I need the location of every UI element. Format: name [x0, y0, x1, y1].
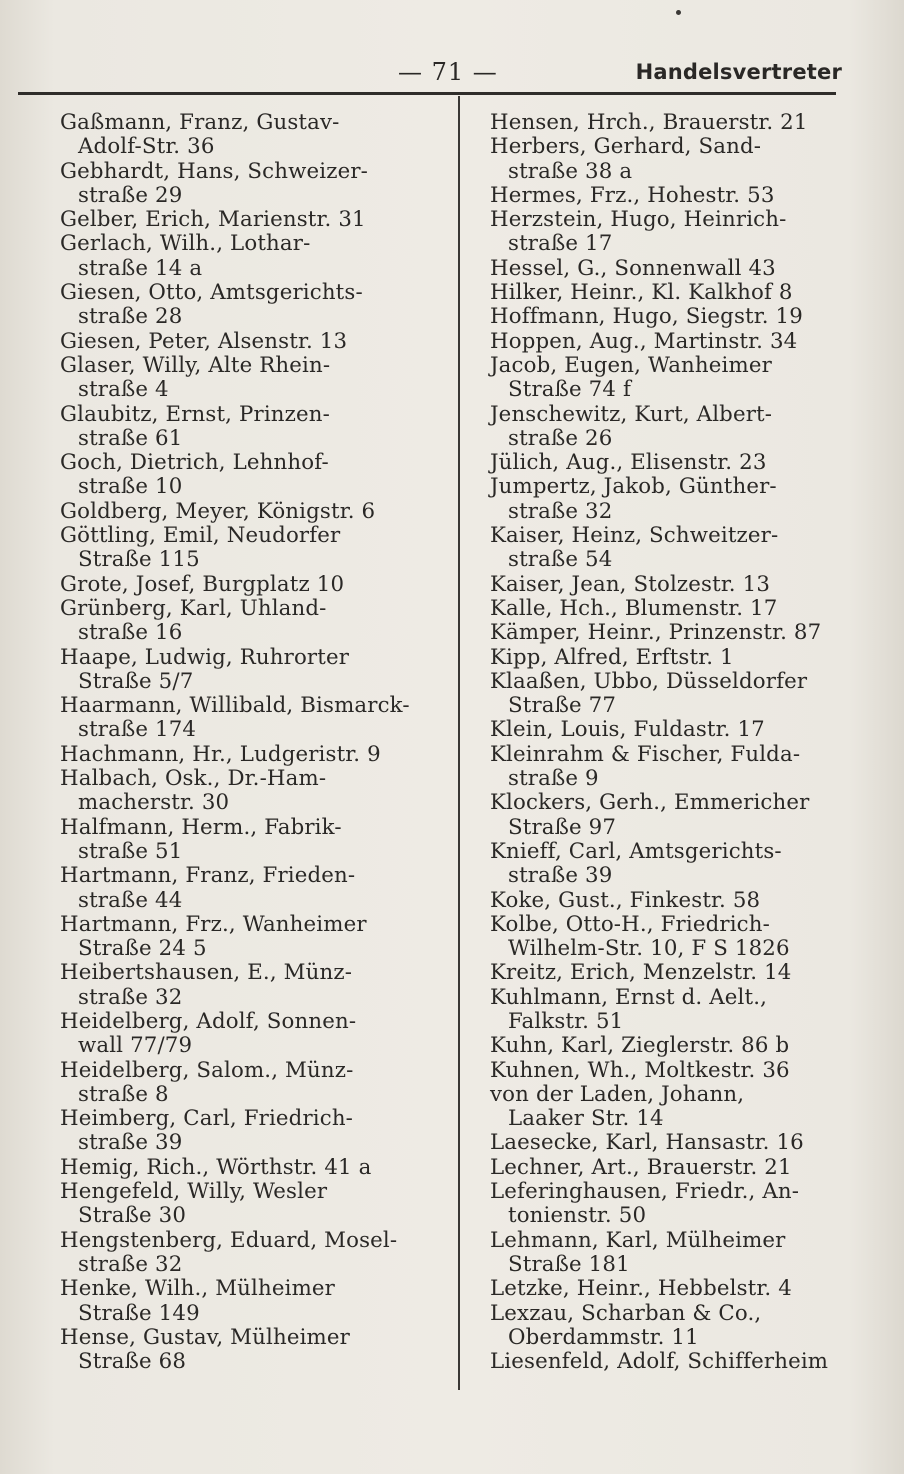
directory-entry — [60, 281, 450, 330]
entry-continuation: tonienstr. 50 — [508, 1203, 647, 1229]
entry-line: Glaser, Willy, Alte Rhein- — [60, 352, 331, 378]
entry-continuation: Adolf-Str. 36 — [78, 134, 215, 160]
directory-entry — [60, 767, 450, 816]
entry-line: Heibertshausen, E., Münz- — [60, 960, 353, 986]
directory-entry — [490, 354, 900, 403]
directory-entry — [490, 184, 900, 208]
directory-entry — [490, 1083, 900, 1132]
directory-entry — [490, 597, 900, 621]
directory-entry — [60, 961, 450, 1010]
entry-line: Hartmann, Frz., Wanheimer — [60, 911, 367, 937]
entry-line: Klockers, Gerh., Emmericher — [490, 790, 810, 816]
directory-entry — [490, 135, 900, 184]
directory-entry — [490, 621, 900, 645]
directory-entry — [490, 475, 900, 524]
directory-entry — [60, 451, 450, 500]
entry-continuation: straße 17 — [508, 231, 613, 257]
directory-entry — [60, 1156, 450, 1180]
directory-entry — [490, 718, 900, 742]
entry-continuation: wall 77/79 — [78, 1033, 193, 1059]
entry-line: Grote, Josef, Burgplatz 10 — [60, 571, 345, 597]
entry-line: Henke, Wilh., Mülheimer — [60, 1276, 335, 1302]
directory-entry — [490, 961, 900, 985]
entry-line: Kolbe, Otto-H., Friedrich- — [490, 911, 770, 937]
directory-entry — [60, 1059, 450, 1108]
entry-line: Hermes, Frz., Hohestr. 53 — [490, 182, 775, 208]
directory-entry — [60, 111, 450, 160]
entry-continuation: Straße 30 — [78, 1203, 187, 1229]
directory-entry — [60, 1326, 450, 1375]
entry-continuation: straße 28 — [78, 304, 183, 330]
entry-line: Haape, Ludwig, Ruhrorter — [60, 644, 350, 670]
directory-entry — [490, 573, 900, 597]
entry-line: Hartmann, Franz, Frieden- — [60, 863, 356, 889]
entry-continuation: straße 174 — [78, 717, 197, 743]
entry-line: Kalle, Hch., Blumenstr. 17 — [490, 595, 778, 621]
entry-line: Grünberg, Karl, Uhland- — [60, 595, 327, 621]
directory-entry — [60, 913, 450, 962]
directory-entry — [490, 1059, 900, 1083]
entry-line: Hoppen, Aug., Martinstr. 34 — [490, 328, 798, 354]
entry-line: Gerlach, Wilh., Lothar- — [60, 231, 311, 257]
entry-line: Hense, Gustav, Mülheimer — [60, 1324, 350, 1350]
directory-entry — [60, 646, 450, 695]
directory-entry — [490, 257, 900, 281]
directory-entry — [490, 913, 900, 962]
entry-line: Glaubitz, Ernst, Prinzen- — [60, 401, 330, 427]
entry-line: Goldberg, Meyer, Königstr. 6 — [60, 498, 376, 524]
directory-entry — [490, 670, 900, 719]
directory-entry — [490, 1156, 900, 1180]
entry-line: Liesenfeld, Adolf, Schifferheim — [490, 1349, 829, 1375]
entry-line: Leferinghausen, Friedr., An- — [490, 1179, 800, 1205]
entry-line: Halbach, Osk., Dr.-Ham- — [60, 766, 327, 792]
entry-continuation: Wilhelm-Str. 10, F S 1826 — [508, 936, 790, 962]
directory-entry — [60, 208, 450, 232]
entry-line: von der Laden, Johann, — [490, 1081, 745, 1107]
entry-line: Hilker, Heinr., Kl. Kalkhof 8 — [490, 280, 793, 306]
entry-line: Hensen, Hrch., Brauerstr. 21 — [490, 110, 808, 135]
entry-line: Hoffmann, Hugo, Siegstr. 19 — [490, 304, 803, 330]
entry-continuation: straße 51 — [78, 838, 183, 864]
entry-line: Lehmann, Karl, Mülheimer — [490, 1227, 786, 1253]
directory-entry — [60, 573, 450, 597]
entry-continuation: Straße 97 — [508, 814, 617, 840]
page-number: — 71 — — [398, 58, 498, 86]
entry-line: Kreitz, Erich, Menzelstr. 14 — [490, 960, 792, 986]
header-rule — [18, 92, 836, 95]
entry-line: Haarmann, Willibald, Bismarck- — [60, 693, 410, 719]
directory-entry — [490, 305, 900, 329]
directory-entry — [490, 330, 900, 354]
entry-line: Kleinrahm & Fischer, Fulda- — [490, 741, 801, 767]
directory-entry — [490, 524, 900, 573]
page-header — [18, 56, 842, 90]
entry-line: Giesen, Otto, Amtsgerichts- — [60, 280, 363, 306]
entry-continuation: Falkstr. 51 — [508, 1008, 624, 1034]
directory-entry — [60, 743, 450, 767]
entry-line: Gelber, Erich, Marienstr. 31 — [60, 207, 366, 233]
entry-line: Gebhardt, Hans, Schweizer- — [60, 158, 369, 184]
entry-line: Hengstenberg, Eduard, Mosel- — [60, 1227, 398, 1253]
directory-entry — [60, 232, 450, 281]
directory-entry — [60, 330, 450, 354]
directory-entry — [60, 597, 450, 646]
entry-line: Hessel, G., Sonnenwall 43 — [490, 255, 776, 281]
directory-entry — [60, 1010, 450, 1059]
directory-entry — [60, 694, 450, 743]
directory-entry — [60, 524, 450, 573]
entry-continuation: straße 61 — [78, 425, 183, 451]
directory-entry — [490, 840, 900, 889]
directory-entry — [60, 354, 450, 403]
entry-continuation: straße 26 — [508, 425, 613, 451]
entry-line: Klein, Louis, Fuldastr. 17 — [490, 717, 765, 743]
right-column — [490, 111, 900, 1374]
directory-entry — [60, 1229, 450, 1278]
directory-entry — [490, 111, 900, 135]
entry-continuation: straße 8 — [78, 1081, 169, 1107]
entry-continuation: Straße 77 — [508, 693, 617, 719]
entry-continuation: straße 14 a — [78, 255, 203, 281]
section-title: Handelsvertreter — [635, 60, 842, 84]
directory-entry — [490, 1229, 900, 1278]
entry-line: Giesen, Peter, Alsenstr. 13 — [60, 328, 348, 354]
directory-entry — [490, 208, 900, 257]
entry-line: Hengefeld, Willy, Wesler — [60, 1179, 328, 1205]
entry-continuation: straße 32 — [78, 984, 183, 1010]
directory-entry — [490, 1131, 900, 1155]
entry-line: Kipp, Alfred, Erftstr. 1 — [490, 644, 734, 670]
entry-line: Kaiser, Heinz, Schweitzer- — [490, 523, 779, 549]
entry-continuation: straße 39 — [78, 1130, 183, 1156]
entry-continuation: Straße 5/7 — [78, 668, 194, 694]
directory-entry — [60, 816, 450, 865]
entry-line: Herzstein, Hugo, Heinrich- — [490, 207, 787, 233]
directory-entry — [60, 403, 450, 452]
entry-line: Koke, Gust., Finkestr. 58 — [490, 887, 761, 913]
directory-entry — [490, 1350, 900, 1374]
entry-continuation: Oberdammstr. 11 — [508, 1324, 699, 1350]
entry-line: Halfmann, Herm., Fabrik- — [60, 814, 342, 840]
entry-continuation: straße 10 — [78, 474, 183, 500]
entry-line: Kuhn, Karl, Zieglerstr. 86 b — [490, 1033, 790, 1059]
entry-continuation: straße 32 — [508, 498, 613, 524]
entry-continuation: straße 32 — [78, 1251, 183, 1277]
entry-line: Knieff, Carl, Amtsgerichts- — [490, 838, 782, 864]
left-column — [60, 111, 450, 1374]
entry-continuation: Straße 149 — [78, 1300, 200, 1326]
entry-continuation: straße 54 — [508, 547, 613, 573]
entry-line: Kuhnen, Wh., Moltkestr. 36 — [490, 1057, 790, 1083]
directory-entry — [60, 1107, 450, 1156]
entry-continuation: Laaker Str. 14 — [508, 1106, 664, 1132]
entry-line: Lexzau, Scharban & Co., — [490, 1300, 762, 1326]
column-divider — [458, 96, 460, 1390]
directory-entry — [490, 791, 900, 840]
directory-entry — [60, 1180, 450, 1229]
entry-line: Jacob, Eugen, Wanheimer — [490, 352, 772, 378]
entry-continuation: straße 38 a — [508, 158, 633, 184]
entry-line: Kaiser, Jean, Stolzestr. 13 — [490, 571, 771, 597]
entry-line: Letzke, Heinr., Hebbelstr. 4 — [490, 1276, 792, 1302]
directory-entry — [490, 743, 900, 792]
entry-line: Jenschewitz, Kurt, Albert- — [490, 401, 773, 427]
entry-continuation: Straße 74 f — [508, 377, 632, 403]
entry-continuation: Straße 24 5 — [78, 936, 207, 962]
entry-continuation: straße 16 — [78, 620, 183, 646]
entry-line: Herbers, Gerhard, Sand- — [490, 134, 762, 160]
directory-entry — [60, 160, 450, 209]
entry-line: Heidelberg, Adolf, Sonnen- — [60, 1008, 357, 1034]
entry-line: Jumpertz, Jakob, Günther- — [490, 474, 777, 500]
entry-line: Kämper, Heinr., Prinzenstr. 87 — [490, 620, 822, 646]
entry-line: Jülich, Aug., Elisenstr. 23 — [490, 450, 767, 476]
directory-entry — [490, 889, 900, 913]
directory-entry — [490, 1277, 900, 1301]
entry-line: Kuhlmann, Ernst d. Aelt., — [490, 984, 768, 1010]
entry-line: Goch, Dietrich, Lehnhof- — [60, 450, 329, 476]
entry-continuation: macherstr. 30 — [78, 790, 230, 816]
entry-continuation: straße 4 — [78, 377, 169, 403]
entry-continuation: straße 29 — [78, 182, 183, 208]
entry-continuation: straße 39 — [508, 863, 613, 889]
entry-line: Heidelberg, Salom., Münz- — [60, 1057, 354, 1083]
entry-line: Gaßmann, Franz, Gustav- — [60, 110, 340, 135]
entry-line: Göttling, Emil, Neudorfer — [60, 523, 341, 549]
directory-entry — [490, 1180, 900, 1229]
entry-line: Hemig, Rich., Wörthstr. 41 a — [60, 1154, 372, 1180]
directory-entry — [490, 281, 900, 305]
entry-line: Hachmann, Hr., Ludgeristr. 9 — [60, 741, 381, 767]
entry-continuation: Straße 181 — [508, 1251, 630, 1277]
directory-entry — [490, 646, 900, 670]
entry-line: Laesecke, Karl, Hansastr. 16 — [490, 1130, 804, 1156]
directory-entry — [60, 864, 450, 913]
entry-continuation: straße 9 — [508, 766, 599, 792]
directory-entry — [60, 1277, 450, 1326]
directory-entry — [490, 403, 900, 452]
entry-line: Lechner, Art., Brauerstr. 21 — [490, 1154, 792, 1180]
directory-entry — [490, 1302, 900, 1351]
print-speck — [676, 10, 681, 15]
entry-line: Klaaßen, Ubbo, Düsseldorfer — [490, 668, 808, 694]
directory-entry — [490, 1034, 900, 1058]
entry-line: Heimberg, Carl, Friedrich- — [60, 1106, 354, 1132]
directory-entry — [490, 986, 900, 1035]
directory-entry — [60, 500, 450, 524]
entry-continuation: straße 44 — [78, 887, 183, 913]
entry-continuation: Straße 68 — [78, 1349, 187, 1375]
entry-continuation: Straße 115 — [78, 547, 200, 573]
directory-entry — [490, 451, 900, 475]
